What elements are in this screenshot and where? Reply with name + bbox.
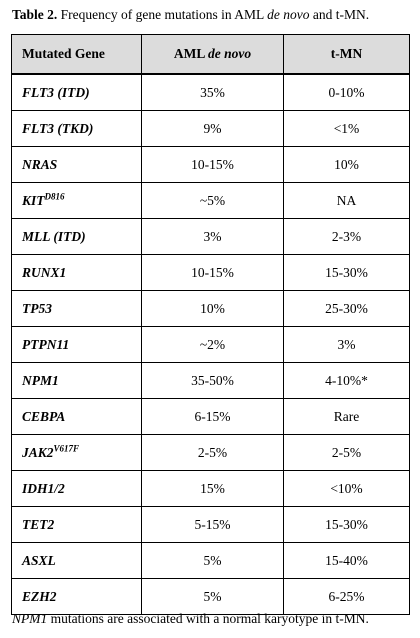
tmn-frequency-cell: 4-10%* — [284, 363, 410, 399]
gene-name: RUNX1 — [22, 264, 67, 280]
gene-name: KIT — [22, 192, 45, 208]
gene-name: IDH1/2 — [22, 480, 65, 496]
gene-cell — [12, 507, 142, 543]
gene-name: MLL (ITD) — [22, 228, 86, 244]
gene-cell — [12, 219, 142, 255]
aml-frequency-cell: ~2% — [142, 327, 284, 363]
tmn-frequency-cell: 2-3% — [284, 219, 410, 255]
aml-frequency-cell: 5-15% — [142, 507, 284, 543]
gene-name: EZH2 — [22, 588, 57, 604]
aml-frequency-cell: 15% — [142, 471, 284, 507]
tmn-frequency-cell: 0-10% — [284, 74, 410, 111]
aml-frequency-cell: 9% — [142, 111, 284, 147]
aml-frequency-cell: 35-50% — [142, 363, 284, 399]
gene-name: CEBPA — [22, 408, 66, 424]
gene-cell — [12, 291, 142, 327]
table-row — [12, 471, 410, 507]
aml-frequency-cell: 3% — [142, 219, 284, 255]
header-aml-de-novo — [142, 35, 284, 75]
gene-cell — [12, 399, 142, 435]
table-row — [12, 291, 410, 327]
header-aml-prefix: AML — [173, 46, 208, 61]
table-row — [12, 255, 410, 291]
table-row — [12, 399, 410, 435]
table-row — [12, 363, 410, 399]
gene-variant: V617F — [53, 443, 80, 453]
aml-frequency-cell: 5% — [142, 579, 284, 615]
tmn-frequency-cell: 10% — [284, 147, 410, 183]
table-row — [12, 111, 410, 147]
aml-frequency-cell: 10% — [142, 291, 284, 327]
gene-name: TET2 — [22, 516, 55, 532]
header-mutated-gene: Mutated Gene — [12, 35, 142, 75]
table-row — [12, 543, 410, 579]
caption-italic: de novo — [267, 7, 310, 22]
aml-frequency-cell: 2-5% — [142, 435, 284, 471]
table-row — [12, 579, 410, 615]
tmn-frequency-cell: <10% — [284, 471, 410, 507]
tmn-frequency-cell: 25-30% — [284, 291, 410, 327]
caption-text-end: and t-MN. — [309, 7, 370, 22]
gene-name: NRAS — [22, 156, 58, 172]
gene-cell — [12, 579, 142, 615]
caption-text: Frequency of gene mutations in AML — [57, 7, 268, 22]
gene-cell — [12, 543, 142, 579]
caption-label: Table 2. — [12, 7, 58, 22]
footnote-text: mutations are associated with a normal karyotype in t-MN. — [47, 611, 369, 626]
mutation-table — [11, 34, 410, 615]
gene-name: ASXL — [22, 552, 56, 568]
tmn-frequency-cell: NA — [284, 183, 410, 219]
tmn-frequency-cell: 15-30% — [284, 507, 410, 543]
table-body — [12, 74, 410, 615]
tmn-frequency-cell: 2-5% — [284, 435, 410, 471]
table-footnote — [12, 611, 369, 627]
gene-cell — [12, 471, 142, 507]
gene-cell — [12, 74, 142, 111]
table-row — [12, 435, 410, 471]
gene-cell — [12, 183, 142, 219]
tmn-frequency-cell: 3% — [284, 327, 410, 363]
footnote-gene: NPM1 — [12, 611, 48, 626]
table-row — [12, 219, 410, 255]
table-row — [12, 183, 410, 219]
gene-cell — [12, 435, 142, 471]
gene-name: JAK2 — [22, 444, 54, 460]
tmn-frequency-cell: 6-25% — [284, 579, 410, 615]
gene-cell — [12, 147, 142, 183]
gene-name: PTPN11 — [22, 336, 70, 352]
table-row — [12, 327, 410, 363]
gene-cell — [12, 255, 142, 291]
aml-frequency-cell: 35% — [142, 74, 284, 111]
aml-frequency-cell: 6-15% — [142, 399, 284, 435]
table-row — [12, 74, 410, 111]
table-row — [12, 147, 410, 183]
table-row — [12, 507, 410, 543]
aml-frequency-cell: 10-15% — [142, 147, 284, 183]
gene-variant: D816 — [44, 191, 65, 201]
gene-cell — [12, 363, 142, 399]
tmn-frequency-cell: 15-40% — [284, 543, 410, 579]
header-aml-italic: de novo — [208, 46, 252, 61]
gene-name: FLT3 (TKD) — [22, 120, 94, 136]
header-t-mn: t-MN — [284, 35, 410, 75]
tmn-frequency-cell: 15-30% — [284, 255, 410, 291]
aml-frequency-cell: ~5% — [142, 183, 284, 219]
gene-name: NPM1 — [22, 372, 59, 388]
gene-name: FLT3 (ITD) — [22, 84, 90, 100]
gene-cell — [12, 111, 142, 147]
gene-cell — [12, 327, 142, 363]
table-caption — [12, 7, 369, 23]
gene-name: TP53 — [22, 300, 52, 316]
tmn-frequency-cell: <1% — [284, 111, 410, 147]
tmn-frequency-cell: Rare — [284, 399, 410, 435]
table-header-row — [12, 35, 410, 75]
aml-frequency-cell: 5% — [142, 543, 284, 579]
aml-frequency-cell: 10-15% — [142, 255, 284, 291]
